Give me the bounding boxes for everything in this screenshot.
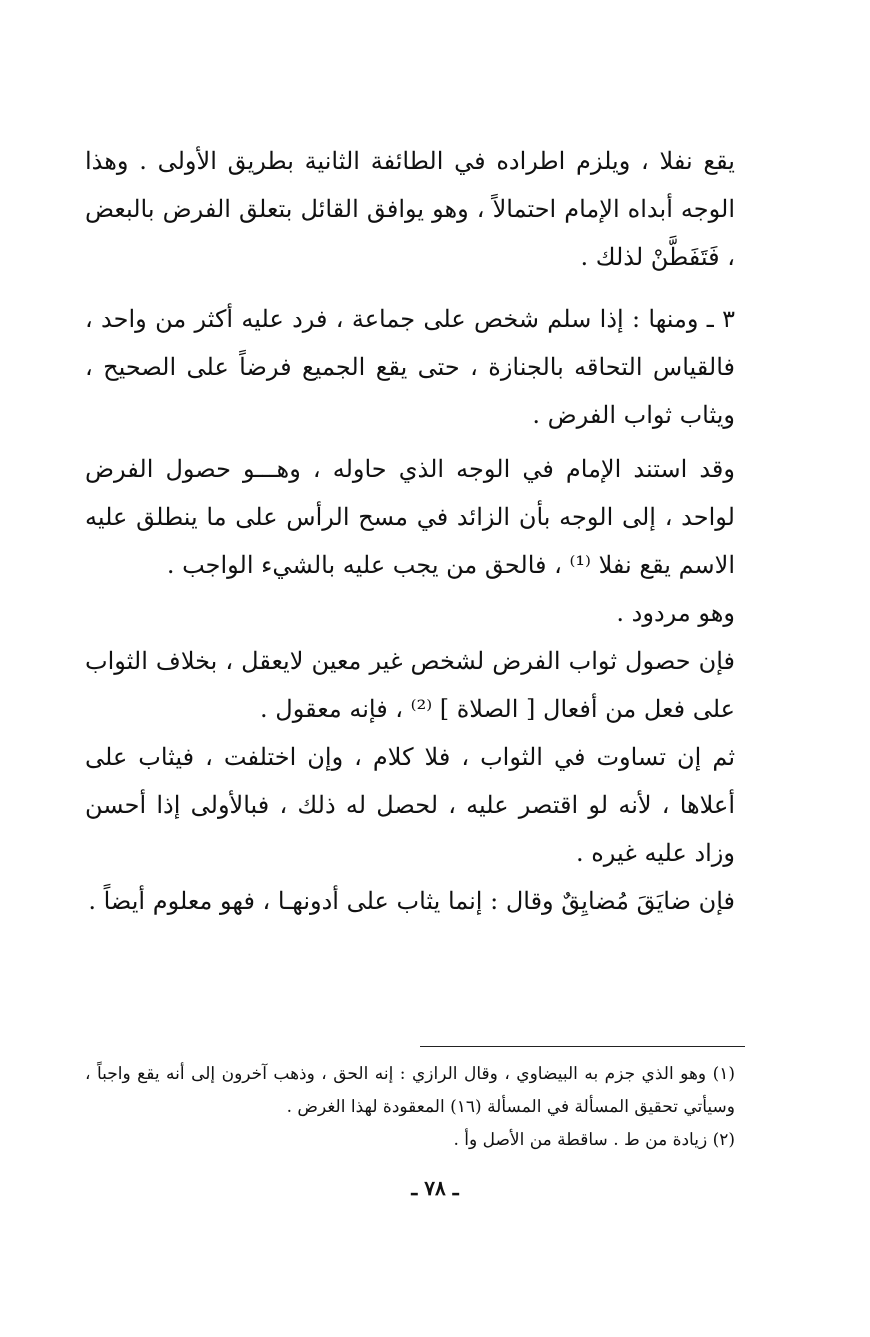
paragraph-4: وهو مردود .: [616, 599, 735, 627]
footnote-divider: [420, 1046, 745, 1047]
footnote-1: (١) وهو الذي جزم به البيضاوي ، وقال الرازي : إنه الحق ، وذهب آخرون إلى أنه يقع واجباً ، وسيأتي تحقيق المسألة في المسألة (١٦) المعقودة لهذا الغرض .: [85, 1064, 735, 1117]
footnote-2: (٢) زيادة من ط . ساقطة من الأصل وأ .: [453, 1130, 735, 1150]
paragraph-1: يقع نفلا ، ويلزم اطراده في الطائفة الثانية بطريق الأولى . وهذا الوجه أبداه الإمام احتمالاً ، وهو يوافق القائل بتعلق الفرض بالبعض ، فَتَفَطَّنْ لذلك .: [85, 147, 735, 271]
paragraph-5: فإن حصول ثواب الفرض لشخص غير معين لايعقل ، بخلاف الثواب على فعل من أفعال [ الصلاة ] ⁽²⁾ ، فإنه معقول .: [85, 647, 735, 723]
paragraph-3: وقد استند الإمام في الوجه الذي حاوله ، وهـــو حصول الفرض لواحد ، إلى الوجه بأن الزائد في مسح الرأس على ما ينطلق عليه الاسم يقع نفلا ⁽¹⁾ ، فالحق من يجب عليه بالشيء الواجب .: [85, 455, 735, 579]
footnotes: [85, 1058, 735, 1157]
paragraph-2-rule-3: ٣ ـ ومنها : إذا سلم شخص على جماعة ، فرد عليه أكثر من واحد ، فالقياس التحاقه بالجنازة ، حتى يقع الجميع فرضاً على الصحيح ، ويثاب ثواب الفرض .: [85, 305, 735, 429]
paragraph-7: فإن ضايَقَ مُضايِقٌ وقال : إنما يثاب على أدونهـا ، فهو معلوم أيضاً .: [88, 887, 735, 915]
page-number: ـ ٧٨ ـ: [411, 1176, 459, 1200]
paragraph-6: ثم إن تساوت في الثواب ، فلا كلام ، وإن اختلفت ، فيثاب على أعلاها ، لأنه لو اقتصر عليه ، لحصل له ذلك ، فبالأولى إذا أحسن وزاد عليه غيره .: [85, 743, 735, 867]
main-text: [85, 137, 735, 925]
